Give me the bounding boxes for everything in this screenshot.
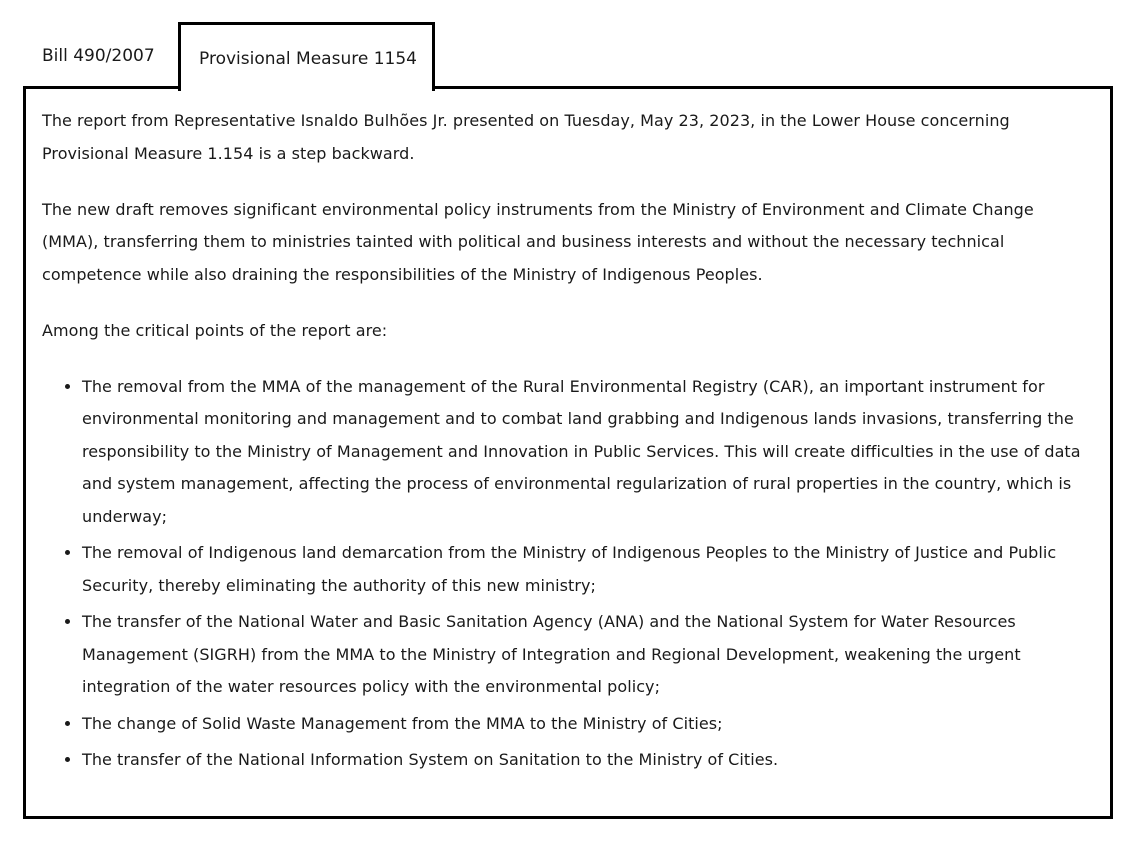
critical-points-list [42, 371, 1094, 777]
article-content [42, 105, 1094, 781]
list-item: • The removal from the MMA of the management of the Rural Environmental Registry (CAR), an important instrument for environmental monitoring and management and to combat land grabbing and Indigenous lands invasions, transferring the responsibility to the Ministry of Management and Innovation in Public Services. This will create difficulties in the use of data and system management, affecting the process of environmental regularization of rural properties in the country, which is underway; [82, 371, 1094, 534]
list-item: • The transfer of the National Water and Basic Sanitation Agency (ANA) and the National System for Water Resources Management (SIGRH) from the MMA to the Ministry of Integration and Regional Development, weakening the urgent integration of the water resources policy with the environmental policy; [82, 606, 1094, 704]
tab-label: Provisional Measure 1154 [199, 48, 417, 69]
list-item: • The transfer of the National Information System on Sanitation to the Ministry of Cities. [82, 744, 1094, 777]
tab-bill-490-2007[interactable] [24, 22, 178, 88]
paragraph-critical-points: Among the critical points of the report are: [42, 320, 388, 340]
paragraph-intro: The report from Representative Isnaldo Bulhões Jr. presented on Tuesday, May 23, 2023, in the Lower House concerning Provisional Measure 1.154 is a step backward. [42, 111, 1010, 163]
list-item: • The change of Solid Waste Management from the MMA to the Ministry of Cities; [82, 708, 1094, 741]
tab-bar [24, 22, 435, 88]
tab-label: Bill 490/2007 [42, 45, 155, 66]
list-item: • The removal of Indigenous land demarcation from the Ministry of Indigenous Peoples to the Ministry of Justice and Public Security, thereby eliminating the authority of this new ministry; [82, 537, 1094, 602]
tab-provisional-measure-1154[interactable] [178, 22, 435, 91]
tab-panel [23, 86, 1113, 819]
paragraph-draft: The new draft removes significant environmental policy instruments from the Ministry of Environment and Climate Change (MMA), transferring them to ministries tainted with political and business interests and without the necessary technical competence while also draining the responsibilities of the Ministry of Indigenous Peoples. [42, 199, 1034, 284]
